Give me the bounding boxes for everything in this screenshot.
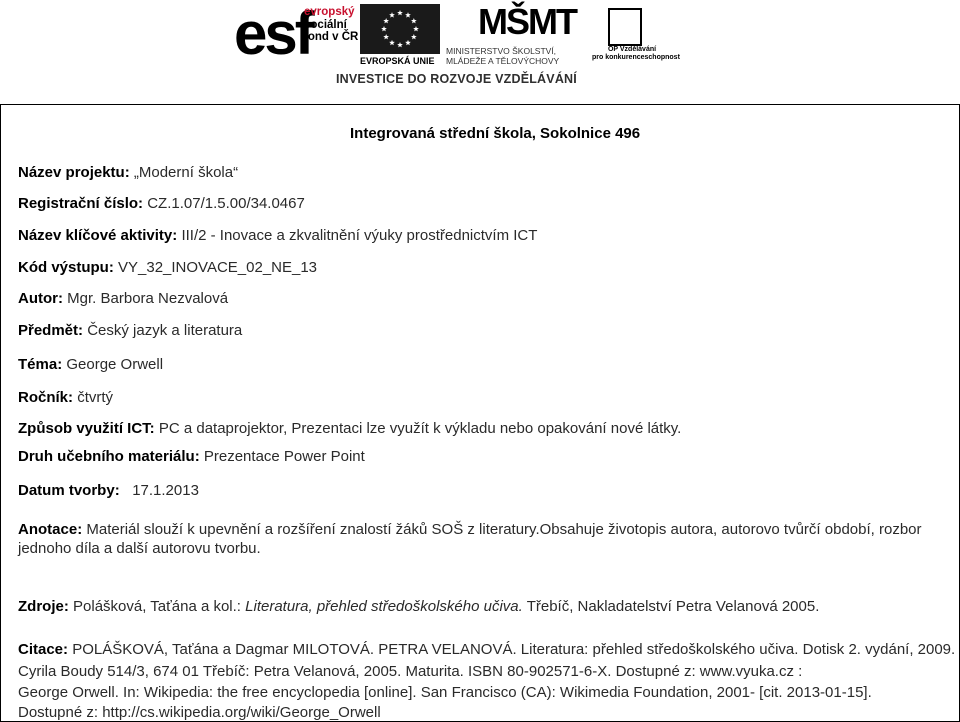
- op-line-2: pro konkurenceschopnost: [592, 54, 680, 61]
- citation-row-4: [18, 704, 381, 722]
- year-value: čtvrtý: [77, 389, 114, 406]
- msmt-mark: MŠMT: [478, 1, 576, 42]
- reg-label: Registrační číslo: [18, 195, 139, 212]
- msmt-logo: [446, 2, 596, 68]
- msmt-line-1: MINISTERSTVO ŠKOLSTVÍ,: [446, 46, 557, 56]
- activity-label: Název klíčové aktivity: [18, 227, 173, 244]
- citation-label: Citace: [18, 641, 64, 658]
- date-label: Datum tvorby: [18, 482, 115, 499]
- author-row: Autor: Mgr. Barbora Nezvalová: [18, 290, 229, 307]
- subject-value: Český jazyk a literatura: [87, 322, 243, 339]
- material-row: Druh učebního materiálu: Prezentace Power Point: [18, 448, 365, 465]
- esf-text: [304, 6, 358, 44]
- project-label: Název projektu: [18, 164, 125, 181]
- sources-row: Zdroje: Polášková, Taťána a kol.: Literatura, přehled středoškolského učiva. Třebíč, Nakladatelství Petra Velanová 2005.: [18, 598, 820, 615]
- citation-line-3: George Orwell. In: Wikipedia: the free encyclopedia [online]. San Francisco (CA): Wikimedia Foundation, 2001- [cit. 2013-01-15].: [18, 684, 872, 701]
- esf-line-1: evropský: [304, 6, 355, 18]
- ict-label: Způsob využití ICT: [18, 420, 150, 437]
- activity-row: Název klíčové aktivity: III/2 - Inovace a zkvalitnění výuky prostřednictvím ICT: [18, 227, 538, 244]
- subject-row: Předmět: Český jazyk a literatura: [18, 322, 243, 339]
- esf-mark: esf: [234, 0, 312, 67]
- project-value: „Moderní škola“: [133, 164, 239, 181]
- author-value: Mgr. Barbora Nezvalová: [67, 290, 229, 307]
- ict-value: PC a dataprojektor, Prezentaci lze využít k výkladu nebo opakování nové látky.: [158, 420, 682, 437]
- citation-line-1: POLÁŠKOVÁ, Taťána a Dagmar MILOTOVÁ. PETRA VELANOVÁ. Literatura: přehled středoškolského učiva. Dotisk 2. vydání, 2009.: [72, 641, 956, 658]
- material-label: Druh učebního materiálu: [18, 448, 195, 465]
- eu-logo: [360, 4, 446, 68]
- citation-line-2: Cyrila Boudy 514/3, 674 01 Třebíč: Petra Velanová, 2005. Maturita. ISBN 80-902571-6-X. Dostupné z: www.vyuka.cz :: [18, 663, 803, 680]
- op-label: [592, 46, 680, 62]
- code-value: VY_32_INOVACE_02_NE_13: [118, 259, 318, 276]
- op-line-1: OP Vzdělávání: [607, 46, 657, 53]
- school-title: Integrovaná střední škola, Sokolnice 496: [350, 125, 641, 142]
- annotation-block: Anotace: Materiál slouží k upevnění a rozšíření znalostí žáků SOŠ z literatury.Obsahuje životopis autora, autorovo tvůrčí období, rozbor jednoho díla a další autorovu tvorbu.: [18, 521, 922, 557]
- reg-value: CZ.1.07/1.5.00/34.0467: [147, 195, 305, 212]
- author-label: Autor: [18, 290, 58, 307]
- esf-line-3: fond v ČR: [304, 31, 359, 43]
- eu-flag-icon: [360, 4, 440, 54]
- citation-row-1: Citace: POLÁŠKOVÁ, Taťána a Dagmar MILOTOVÁ. PETRA VELANOVÁ. Literatura: přehled středoškolského učiva. Dotisk 2. vydání, 2009.: [18, 641, 956, 658]
- annotation-value: Materiál slouží k upevnění a rozšíření znalostí žáků SOŠ z literatury.Obsahuje životopis autora, autorovo tvůrčí období, rozbor jednoho díla a další autorovu tvorbu.: [18, 521, 922, 557]
- topic-value: George Orwell: [66, 356, 164, 373]
- citation-line-4: Dostupné z: http://cs.wikipedia.org/wiki/George_Orwell: [18, 704, 381, 721]
- reg-row: Registrační číslo: CZ.1.07/1.5.00/34.0467: [18, 195, 305, 212]
- topic-row: Téma: George Orwell: [18, 356, 164, 373]
- sources-pre: Polášková, Taťána a kol.:: [73, 598, 246, 615]
- annotation-label: Anotace: [18, 521, 78, 538]
- citation-row-2: [18, 663, 802, 681]
- sources-post: Třebíč, Nakladatelství Petra Velanová 2005.: [522, 598, 820, 615]
- msmt-label: [446, 46, 559, 66]
- material-value: Prezentace Power Point: [203, 448, 365, 465]
- citation-row-3: [18, 684, 872, 702]
- date-row: Datum tvorby: 17.1.2013: [18, 482, 199, 499]
- subject-label: Předmět: [18, 322, 79, 339]
- esf-line-2: sociální: [304, 18, 347, 31]
- code-row: Kód výstupu: VY_32_INOVACE_02_NE_13: [18, 259, 318, 276]
- tagline: INVESTICE DO ROZVOJE VZDĚLÁVÁNÍ: [336, 72, 577, 86]
- code-label: Kód výstupu: [18, 259, 109, 276]
- op-logo: [592, 8, 680, 68]
- year-label: Ročník: [18, 389, 69, 406]
- project-row: Název projektu: „Moderní škola“: [18, 164, 239, 181]
- date-value: 17.1.2013: [132, 482, 199, 499]
- activity-value: III/2 - Inovace a zkvalitnění výuky prostřednictvím ICT: [181, 227, 538, 244]
- topic-label: Téma: [18, 356, 58, 373]
- sources-label: Zdroje: [18, 598, 64, 615]
- year-row: Ročník: čtvrtý: [18, 389, 114, 406]
- logo-banner: [0, 0, 960, 95]
- msmt-line-2: MLÁDEŽE A TĚLOVÝCHOVY: [446, 56, 560, 66]
- sources-title: Literatura, přehled středoškolského učiva.: [245, 598, 523, 615]
- op-badge-icon: [608, 8, 642, 46]
- ict-row: Způsob využití ICT: PC a dataprojektor, Prezentaci lze využít k výkladu nebo opakování nové látky.: [18, 420, 682, 437]
- eu-label: EVROPSKÁ UNIE: [360, 56, 435, 66]
